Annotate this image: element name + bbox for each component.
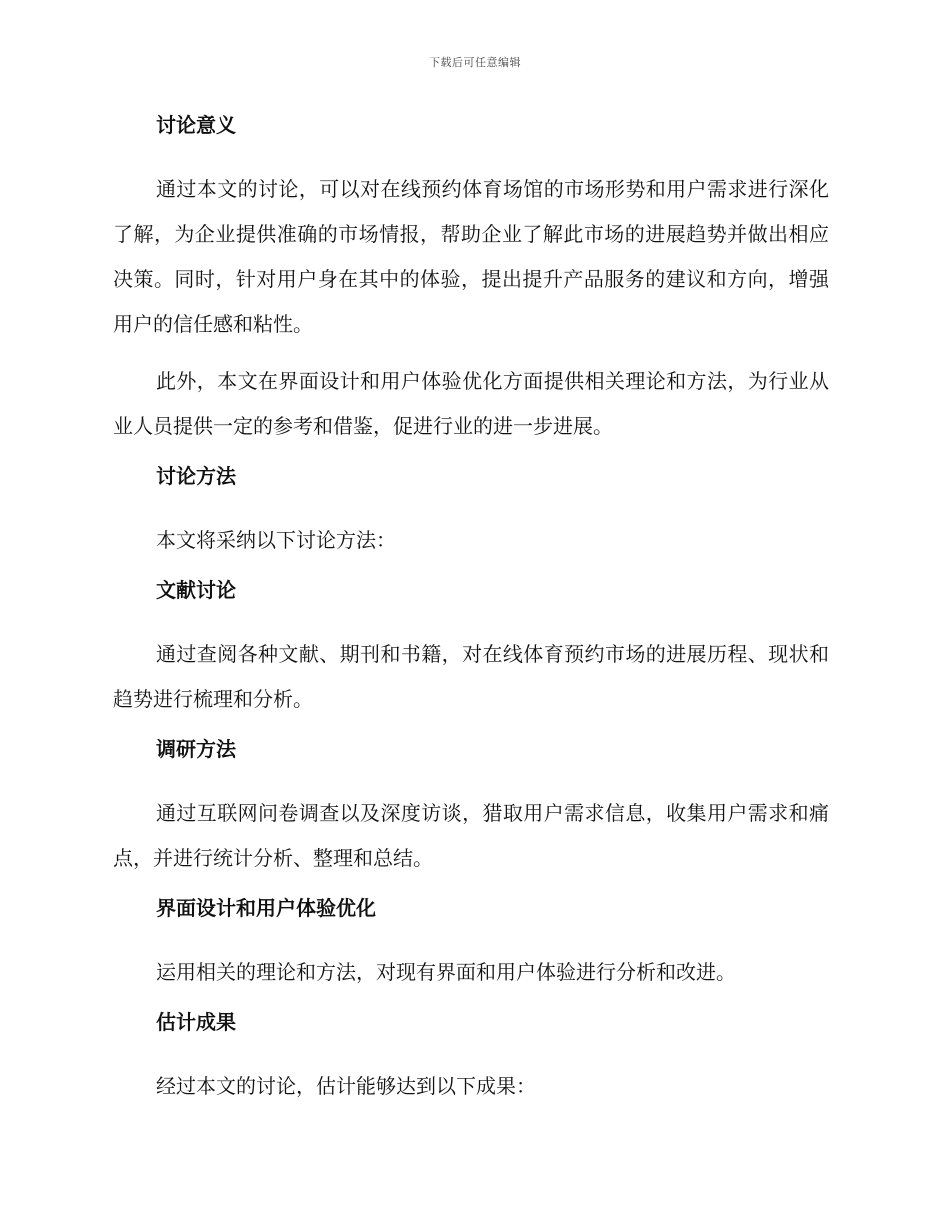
body-paragraph: 本文将采纳以下讨论方法： [156, 528, 396, 552]
body-paragraph: 通过互联网问卷调查以及深度访谈，猎取用户需求信息，收集用户需求和痛点，并进行统计分析、整理和总结。 [113, 801, 829, 870]
document-body [113, 110, 829, 1121]
section-heading: 讨论方法 [156, 464, 236, 488]
section-heading: 界面设计和用户体验优化 [156, 896, 376, 920]
section-heading: 估计成果 [156, 1010, 236, 1034]
body-paragraph: 此外，本文在界面设计和用户体验优化方面提供相关理论和方法，为行业从业人员提供一定的参考和借鉴，促进行业的进一步进展。 [113, 369, 829, 438]
page-header-note: 下载后可任意编辑 [429, 56, 521, 69]
body-paragraph: 运用相关的理论和方法，对现有界面和用户体验进行分析和改进。 [156, 960, 736, 984]
section-heading: 讨论意义 [156, 113, 236, 137]
section-heading: 调研方法 [156, 737, 236, 761]
body-paragraph: 通过本文的讨论，可以对在线预约体育场馆的市场形势和用户需求进行深化了解，为企业提供准确的市场情报，帮助企业了解此市场的进展趋势并做出相应决策。同时，针对用户身在其中的体验，提出提升产品服务的建议和方向，增强用户的信任感和粘性。 [113, 177, 829, 336]
section-heading: 文献讨论 [156, 578, 236, 602]
body-paragraph: 通过查阅各种文献、期刊和书籍，对在线体育预约市场的进展历程、现状和趋势进行梳理和分析。 [113, 642, 829, 711]
body-paragraph: 经过本文的讨论，估计能够达到以下成果： [156, 1074, 536, 1098]
